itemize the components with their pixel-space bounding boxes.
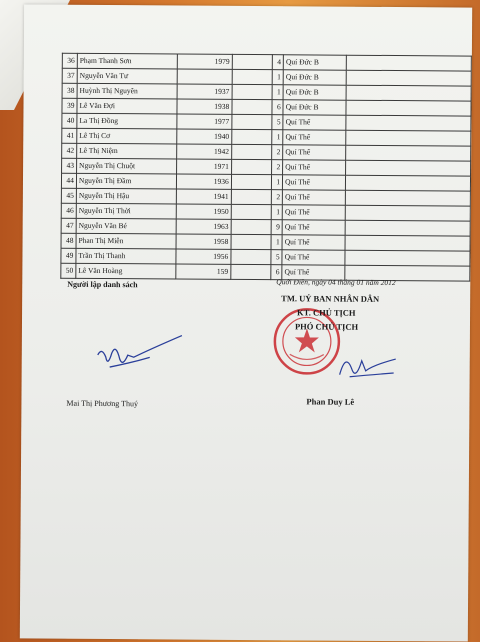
row-empty-cell xyxy=(232,99,273,114)
row-birth-year: 1977 xyxy=(177,114,232,129)
row-count: 2 xyxy=(272,190,283,205)
row-empty-cell xyxy=(345,205,470,221)
row-empty-cell xyxy=(231,189,272,204)
row-hamlet: Quí Thế xyxy=(282,265,345,280)
vice-chairman-name: Phan Duy Lê xyxy=(306,396,355,407)
row-number: 45 xyxy=(61,188,76,203)
row-empty-cell xyxy=(231,144,272,159)
row-empty-cell xyxy=(345,190,470,206)
row-empty-cell xyxy=(346,130,471,146)
row-hamlet: Quí Đức B xyxy=(283,100,346,115)
org-line-3: PHÓ CHỦ TỊCH xyxy=(294,321,359,332)
row-empty-cell xyxy=(345,175,470,191)
row-birth-year: 1940 xyxy=(177,129,232,144)
row-number: 43 xyxy=(62,158,77,173)
row-hamlet: Quí Thế xyxy=(283,145,346,160)
row-birth-year: 159 xyxy=(176,264,231,279)
row-empty-cell xyxy=(232,129,273,144)
row-name: La Thị Đồng xyxy=(77,113,178,129)
row-empty-cell xyxy=(231,219,272,234)
row-name: Lê Thị Niệm xyxy=(77,143,178,159)
row-empty-cell xyxy=(232,69,273,84)
row-name: Nguyễn Thị Hậu xyxy=(76,188,177,204)
beneficiary-table xyxy=(60,53,472,282)
row-name: Lê Văn Đợi xyxy=(77,98,178,114)
row-birth-year: 1937 xyxy=(177,84,232,99)
row-birth-year: 1956 xyxy=(176,249,231,264)
row-empty-cell xyxy=(232,54,273,69)
row-empty-cell xyxy=(231,159,272,174)
row-count: 1 xyxy=(271,235,282,250)
table-row xyxy=(61,263,470,281)
row-empty-cell xyxy=(346,85,471,101)
row-empty-cell xyxy=(345,235,470,251)
row-empty-cell xyxy=(231,204,272,219)
vice-chairman-signature xyxy=(330,347,400,387)
row-hamlet: Quí Đức B xyxy=(283,85,346,100)
row-count: 2 xyxy=(272,160,283,175)
row-number: 50 xyxy=(61,263,76,278)
row-empty-cell xyxy=(231,264,272,279)
row-birth-year: 1979 xyxy=(178,54,233,69)
row-empty-cell xyxy=(232,114,273,129)
row-empty-cell xyxy=(231,234,272,249)
row-number: 42 xyxy=(62,143,77,158)
row-name: Phan Thị Miễn xyxy=(76,233,177,249)
row-hamlet: Quí Thế xyxy=(283,190,346,205)
row-number: 48 xyxy=(61,233,76,248)
row-empty-cell xyxy=(345,250,470,266)
row-number: 41 xyxy=(62,128,77,143)
date-line: Quới Điền, ngày 04 tháng 01 năm 2012 xyxy=(276,277,396,288)
row-count: 1 xyxy=(272,130,283,145)
row-count: 1 xyxy=(272,85,283,100)
row-number: 39 xyxy=(62,98,77,113)
row-count: 1 xyxy=(272,175,283,190)
row-number: 37 xyxy=(62,68,77,83)
row-hamlet: Quí Thế xyxy=(282,220,345,235)
row-empty-cell xyxy=(231,174,272,189)
row-empty-cell xyxy=(346,115,471,131)
row-birth-year: 1942 xyxy=(177,144,232,159)
row-birth-year: 1971 xyxy=(177,159,232,174)
row-number: 36 xyxy=(62,53,77,68)
row-empty-cell xyxy=(346,55,471,71)
row-empty-cell xyxy=(345,220,470,236)
row-birth-year: 1938 xyxy=(177,99,232,114)
row-birth-year: 1941 xyxy=(177,189,232,204)
row-hamlet: Quí Thế xyxy=(282,235,345,250)
row-empty-cell xyxy=(345,145,470,161)
row-count: 1 xyxy=(272,70,283,85)
row-number: 46 xyxy=(61,203,76,218)
row-count: 9 xyxy=(271,220,282,235)
row-name: Nguyễn Thị Chuột xyxy=(76,158,177,174)
row-name: Lê Văn Hoàng xyxy=(76,263,177,279)
row-name: Trần Thị Thanh xyxy=(76,248,177,264)
row-empty-cell xyxy=(346,70,471,86)
row-hamlet: Quí Thế xyxy=(282,205,345,220)
row-count: 1 xyxy=(271,205,282,220)
row-number: 40 xyxy=(62,113,77,128)
row-empty-cell xyxy=(231,249,272,264)
org-line-1: TM. UỶ BAN NHÂN DÂN xyxy=(281,293,380,304)
row-empty-cell xyxy=(345,160,470,176)
row-empty-cell xyxy=(346,100,471,116)
row-hamlet: Quí Đức B xyxy=(283,55,346,70)
row-count: 4 xyxy=(273,55,284,70)
row-birth-year: 1950 xyxy=(177,204,232,219)
row-number: 47 xyxy=(61,218,76,233)
row-birth-year: 1936 xyxy=(177,174,232,189)
row-name: Huỳnh Thị Nguyên xyxy=(77,83,178,99)
row-hamlet: Quí Thế xyxy=(283,160,346,175)
row-name: Lê Thị Cơ xyxy=(77,128,178,144)
row-hamlet: Quí Thế xyxy=(283,175,346,190)
row-count: 5 xyxy=(271,250,282,265)
preparer-title: Người lập danh sách xyxy=(67,279,138,290)
row-number: 44 xyxy=(61,173,76,188)
org-line-2: KT. CHỦ TỊCH xyxy=(297,307,356,318)
row-name: Phạm Thanh Sơn xyxy=(77,53,178,69)
row-number: 49 xyxy=(61,248,76,263)
row-hamlet: Quí Thế xyxy=(282,250,345,265)
document-page xyxy=(20,4,472,641)
row-count: 2 xyxy=(272,145,283,160)
row-name: Nguyễn Văn Bé xyxy=(76,218,177,234)
row-name: Nguyễn Thị Thời xyxy=(76,203,177,219)
row-birth-year: 1958 xyxy=(176,234,231,249)
preparer-name: Mai Thị Phương Thuý xyxy=(66,398,139,409)
preparer-signature xyxy=(90,333,190,384)
row-hamlet: Quí Đức B xyxy=(283,70,346,85)
row-count: 5 xyxy=(272,115,283,130)
row-count: 6 xyxy=(272,100,283,115)
row-name: Nguyễn Thị Đầm xyxy=(76,173,177,189)
row-empty-cell xyxy=(232,84,273,99)
row-count: 6 xyxy=(271,265,282,280)
row-birth-year: 1963 xyxy=(176,219,231,234)
row-hamlet: Quí Thế xyxy=(283,130,346,145)
row-name: Nguyễn Văn Tư xyxy=(77,68,178,84)
row-number: 38 xyxy=(62,83,77,98)
row-hamlet: Quí Thế xyxy=(283,115,346,130)
row-birth-year xyxy=(178,69,233,84)
